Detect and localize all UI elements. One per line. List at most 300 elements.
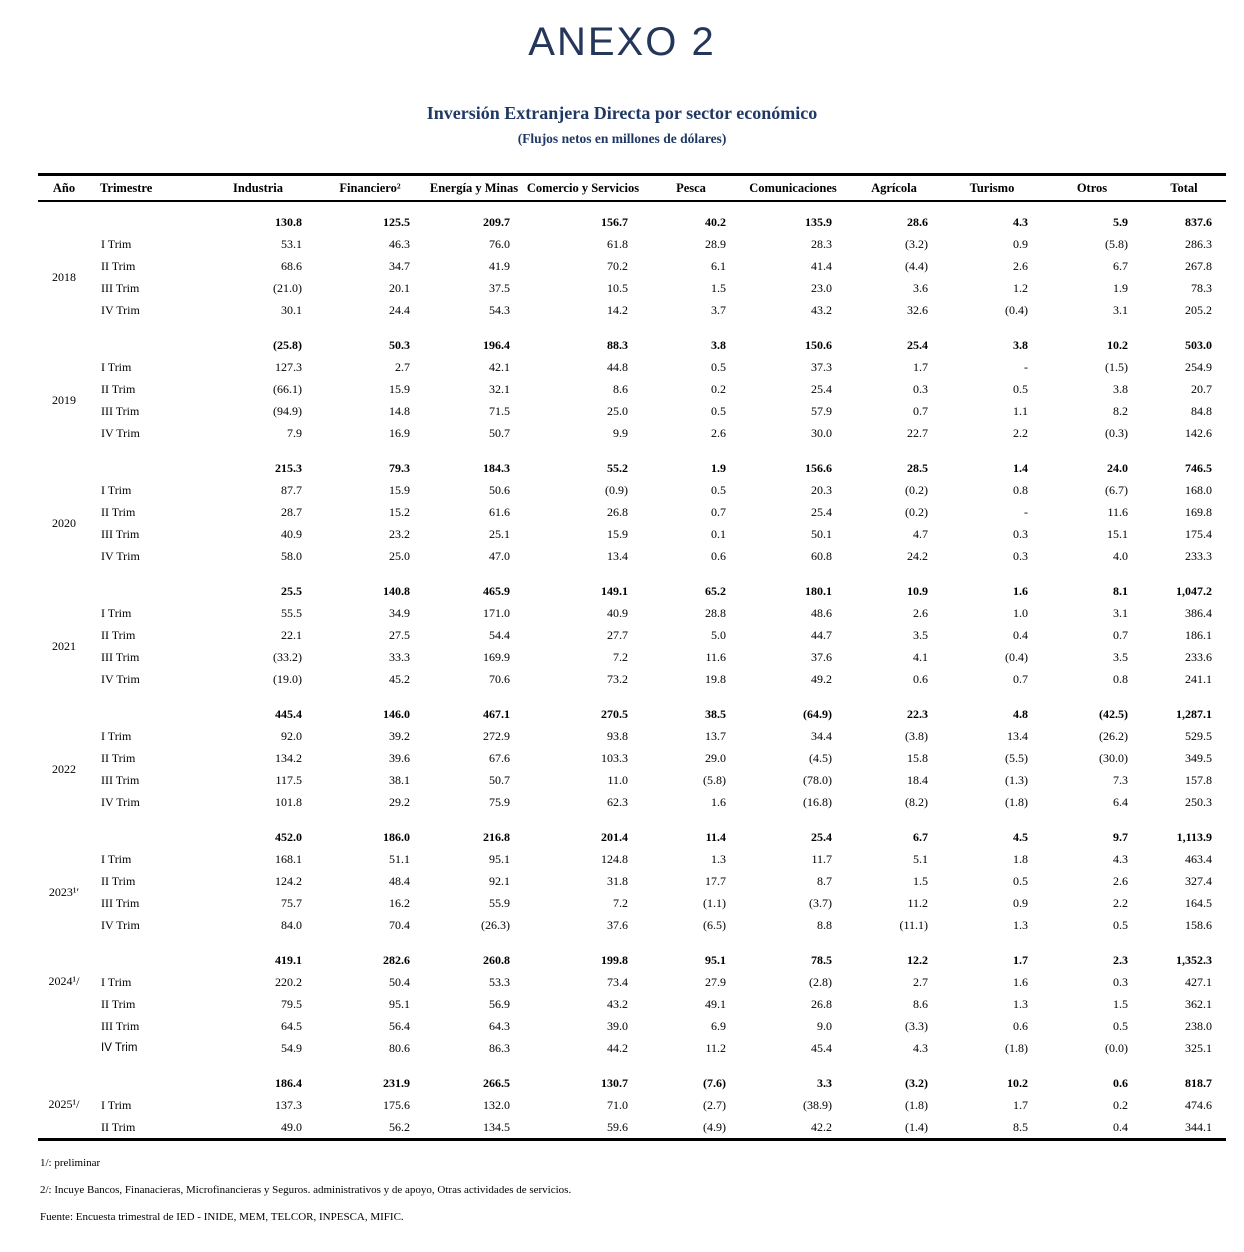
value-cell: 61.8 <box>607 236 628 251</box>
value-cell: (0.3) <box>1105 425 1128 440</box>
annual-value-cell: 4.8 <box>1013 706 1028 721</box>
value-cell: 529.5 <box>1185 728 1212 743</box>
annual-value-cell: 65.2 <box>705 583 726 598</box>
quarter-row <box>38 545 1226 567</box>
value-cell: (38.9) <box>803 1097 832 1112</box>
quarter-label: II Trim <box>101 504 136 519</box>
trim-cell-empty <box>90 1072 200 1094</box>
value-cell: (11.1) <box>899 917 928 932</box>
year-cell-empty <box>38 1072 90 1094</box>
value-cell: 8.7 <box>817 873 832 888</box>
value-cell: 10.5 <box>607 280 628 295</box>
quarter-row <box>38 1037 1226 1059</box>
value-cell: 67.6 <box>489 750 510 765</box>
value-cell: 134.2 <box>275 750 302 765</box>
value-cell: 168.1 <box>275 851 302 866</box>
value-cell: 0.5 <box>1013 381 1028 396</box>
value-cell: 56.4 <box>389 1018 410 1033</box>
value-cell: (4.4) <box>905 258 928 273</box>
value-cell: 463.4 <box>1185 851 1212 866</box>
value-cell: 2.7 <box>913 974 928 989</box>
value-cell: 37.6 <box>811 649 832 664</box>
annual-value-cell: 837.6 <box>1185 214 1212 229</box>
quarter-label: IV Trim <box>101 1042 138 1054</box>
value-cell: 23.0 <box>811 280 832 295</box>
value-cell: 171.0 <box>483 605 510 620</box>
value-cell: 70.2 <box>607 258 628 273</box>
value-cell: 56.2 <box>389 1119 410 1134</box>
value-cell: 39.2 <box>389 728 410 743</box>
spacer-cell <box>38 813 1226 826</box>
year-cell-empty <box>38 703 90 725</box>
value-cell: 286.3 <box>1185 236 1212 251</box>
annual-value-cell: 2.3 <box>1113 952 1128 967</box>
annual-value-cell: 266.5 <box>483 1075 510 1090</box>
value-cell: 44.2 <box>607 1040 628 1055</box>
quarter-row <box>38 971 1226 993</box>
value-cell: 1.3 <box>711 851 726 866</box>
value-cell: (0.4) <box>1005 649 1028 664</box>
value-cell: 95.1 <box>489 851 510 866</box>
year-block <box>38 321 1226 444</box>
value-cell: 11.7 <box>811 851 832 866</box>
footnote-financiero: 2/: Incuye Bancos, Finanacieras, Microfinancieras y Seguros. administrativos y de apoyo, Otras actividades de servicios. <box>40 1184 572 1196</box>
year-cell-empty <box>38 211 90 233</box>
year-label: 2018 <box>52 269 76 284</box>
annual-value-cell: 1,047.2 <box>1176 583 1212 598</box>
ied-by-sector-table <box>38 173 1226 1141</box>
value-cell: 124.8 <box>601 851 628 866</box>
value-cell: 3.6 <box>913 280 928 295</box>
value-cell: 142.6 <box>1185 425 1212 440</box>
value-cell: 325.1 <box>1185 1040 1212 1055</box>
value-cell: 0.7 <box>1013 671 1028 686</box>
value-cell: 25.0 <box>607 403 628 418</box>
value-cell: 27.5 <box>389 627 410 642</box>
value-cell: 6.1 <box>711 258 726 273</box>
value-cell: 22.7 <box>907 425 928 440</box>
value-cell: (1.8) <box>905 1097 928 1112</box>
quarter-row <box>38 299 1226 321</box>
value-cell: 132.0 <box>483 1097 510 1112</box>
value-cell: 49.0 <box>281 1119 302 1134</box>
annual-value-cell: 1.9 <box>711 460 726 475</box>
annual-value-cell: 419.1 <box>275 952 302 967</box>
value-cell: 1.9 <box>1113 280 1128 295</box>
value-cell: 0.3 <box>1113 974 1128 989</box>
value-cell: (94.9) <box>273 403 302 418</box>
annual-value-cell: 186.0 <box>383 829 410 844</box>
quarter-row <box>38 356 1226 378</box>
value-cell: 2.6 <box>1013 258 1028 273</box>
value-cell: 15.9 <box>389 381 410 396</box>
value-cell: 2.2 <box>1113 895 1128 910</box>
value-cell: 70.6 <box>489 671 510 686</box>
value-cell: 32.6 <box>907 302 928 317</box>
annual-value-cell: 149.1 <box>601 583 628 598</box>
value-cell: 267.8 <box>1185 258 1212 273</box>
value-cell: 15.2 <box>389 504 410 519</box>
value-cell: 28.9 <box>705 236 726 251</box>
annual-value-cell: 215.3 <box>275 460 302 475</box>
value-cell: 0.7 <box>1113 627 1128 642</box>
value-cell: 0.6 <box>913 671 928 686</box>
value-cell: 24.4 <box>389 302 410 317</box>
spacer-cell <box>38 444 1226 457</box>
value-cell: 28.8 <box>705 605 726 620</box>
quarter-label: I Trim <box>101 236 132 251</box>
trim-cell-empty <box>90 457 200 479</box>
value-cell: 168.0 <box>1185 482 1212 497</box>
value-cell: (66.1) <box>273 381 302 396</box>
value-cell: 46.3 <box>389 236 410 251</box>
annual-value-cell: 1,113.9 <box>1176 829 1212 844</box>
annual-value-cell: 5.9 <box>1113 214 1128 229</box>
value-cell: 7.2 <box>613 649 628 664</box>
value-cell: 73.2 <box>607 671 628 686</box>
annual-total-row <box>38 580 1226 602</box>
value-cell: (0.2) <box>905 504 928 519</box>
value-cell: 1.1 <box>1013 403 1028 418</box>
value-cell: 0.2 <box>711 381 726 396</box>
annual-value-cell: 818.7 <box>1185 1075 1212 1090</box>
quarter-row <box>38 1116 1226 1140</box>
value-cell: 14.8 <box>389 403 410 418</box>
annual-value-cell: 1,287.1 <box>1176 706 1212 721</box>
value-cell: 474.6 <box>1185 1097 1212 1112</box>
annual-value-cell: 11.4 <box>705 829 726 844</box>
year-cell-empty <box>38 949 90 971</box>
value-cell: 250.3 <box>1185 794 1212 809</box>
annual-total-row <box>38 826 1226 848</box>
value-cell: 0.5 <box>1113 917 1128 932</box>
value-cell: 37.5 <box>489 280 510 295</box>
value-cell: 92.0 <box>281 728 302 743</box>
value-cell: 8.6 <box>913 996 928 1011</box>
value-cell: (3.8) <box>905 728 928 743</box>
year-label: 2021 <box>52 638 76 653</box>
col-header-3: Financiero² <box>339 181 401 195</box>
value-cell: 241.1 <box>1185 671 1212 686</box>
value-cell: 15.1 <box>1107 526 1128 541</box>
value-cell: 84.0 <box>281 917 302 932</box>
spacer-cell <box>38 936 1226 949</box>
value-cell: 95.1 <box>389 996 410 1011</box>
value-cell: 20.3 <box>811 482 832 497</box>
value-cell: 40.9 <box>281 526 302 541</box>
value-cell: 71.5 <box>489 403 510 418</box>
value-cell: (5.8) <box>1105 236 1128 251</box>
trim-cell-empty <box>90 826 200 848</box>
value-cell: 47.0 <box>489 548 510 563</box>
value-cell: 3.1 <box>1113 605 1128 620</box>
value-cell: 169.9 <box>483 649 510 664</box>
value-cell: 238.0 <box>1185 1018 1212 1033</box>
value-cell: (0.0) <box>1105 1040 1128 1055</box>
trim-cell-empty <box>90 211 200 233</box>
quarter-row <box>38 747 1226 769</box>
value-cell: 59.6 <box>607 1119 628 1134</box>
footnotes <box>40 1157 1244 1223</box>
value-cell: 362.1 <box>1185 996 1212 1011</box>
quarter-row <box>38 277 1226 299</box>
quarter-row <box>38 523 1226 545</box>
value-cell: 6.7 <box>1113 258 1128 273</box>
annual-value-cell: 467.1 <box>483 706 510 721</box>
value-cell: (2.8) <box>809 974 832 989</box>
quarter-label: III Trim <box>101 280 140 295</box>
annual-value-cell: 10.9 <box>907 583 928 598</box>
value-cell: (1.1) <box>703 895 726 910</box>
value-cell: 6.9 <box>711 1018 726 1033</box>
annual-value-cell: 10.2 <box>1007 1075 1028 1090</box>
value-cell: 1.0 <box>1013 605 1028 620</box>
value-cell: 19.8 <box>705 671 726 686</box>
value-cell: 2.2 <box>1013 425 1028 440</box>
quarter-row <box>38 1015 1226 1037</box>
value-cell: 11.6 <box>1107 504 1128 519</box>
value-cell: (16.8) <box>803 794 832 809</box>
annual-value-cell: 209.7 <box>483 214 510 229</box>
quarter-row <box>38 400 1226 422</box>
block-spacer <box>38 444 1226 457</box>
value-cell: 117.5 <box>275 772 302 787</box>
annual-value-cell: 140.8 <box>383 583 410 598</box>
value-cell: 0.7 <box>913 403 928 418</box>
annual-value-cell: 452.0 <box>275 829 302 844</box>
quarter-row <box>38 624 1226 646</box>
value-cell: 20.1 <box>389 280 410 295</box>
value-cell: 25.1 <box>489 526 510 541</box>
value-cell: (3.2) <box>905 236 928 251</box>
value-cell: 272.9 <box>483 728 510 743</box>
value-cell: 0.8 <box>1113 671 1128 686</box>
trim-cell-empty <box>90 949 200 971</box>
value-cell: 44.7 <box>811 627 832 642</box>
quarter-label: I Trim <box>101 359 132 374</box>
col-header-11: Total <box>1170 181 1198 195</box>
quarter-row <box>38 646 1226 668</box>
value-cell: 0.1 <box>711 526 726 541</box>
annual-value-cell: (25.8) <box>273 337 302 352</box>
spacer-cell <box>38 690 1226 703</box>
value-cell: 27.9 <box>705 974 726 989</box>
annual-value-cell: 3.8 <box>1013 337 1028 352</box>
value-cell: 18.4 <box>907 772 928 787</box>
quarter-label: II Trim <box>101 750 136 765</box>
value-cell: 54.9 <box>281 1040 302 1055</box>
annual-value-cell: 186.4 <box>275 1075 302 1090</box>
annual-value-cell: 125.5 <box>383 214 410 229</box>
annual-value-cell: 196.4 <box>483 337 510 352</box>
value-cell: 61.6 <box>489 504 510 519</box>
value-cell: 4.1 <box>913 649 928 664</box>
value-cell: 28.3 <box>811 236 832 251</box>
annual-total-row <box>38 703 1226 725</box>
annual-value-cell: 199.8 <box>601 952 628 967</box>
value-cell: 0.4 <box>1113 1119 1128 1134</box>
value-cell: 3.1 <box>1113 302 1128 317</box>
col-header-9: Turismo <box>969 181 1015 195</box>
value-cell: 54.3 <box>489 302 510 317</box>
value-cell: 60.8 <box>811 548 832 563</box>
value-cell: 4.3 <box>1113 851 1128 866</box>
value-cell: 0.9 <box>1013 895 1028 910</box>
value-cell: - <box>1024 504 1028 519</box>
annual-value-cell: 130.8 <box>275 214 302 229</box>
value-cell: 7.9 <box>287 425 302 440</box>
annual-value-cell: 503.0 <box>1185 337 1212 352</box>
value-cell: 205.2 <box>1185 302 1212 317</box>
value-cell: (19.0) <box>273 671 302 686</box>
spacer-cell <box>38 201 1226 211</box>
value-cell: 349.5 <box>1185 750 1212 765</box>
annual-value-cell: 270.5 <box>601 706 628 721</box>
annual-value-cell: 25.4 <box>907 337 928 352</box>
value-cell: (33.2) <box>273 649 302 664</box>
value-cell: (26.3) <box>481 917 510 932</box>
value-cell: 50.7 <box>489 425 510 440</box>
annual-value-cell: 201.4 <box>601 829 628 844</box>
annual-value-cell: 130.7 <box>601 1075 628 1090</box>
value-cell: (4.5) <box>809 750 832 765</box>
value-cell: - <box>1024 359 1028 374</box>
quarter-label: IV Trim <box>101 917 140 932</box>
quarter-label: II Trim <box>101 1119 136 1134</box>
spacer-cell <box>38 1059 1226 1072</box>
year-block <box>38 1059 1226 1140</box>
annual-value-cell: 1.4 <box>1013 460 1028 475</box>
value-cell: 51.1 <box>389 851 410 866</box>
value-cell: 27.7 <box>607 627 628 642</box>
value-cell: 344.1 <box>1185 1119 1212 1134</box>
value-cell: 76.0 <box>489 236 510 251</box>
quarter-label: II Trim <box>101 258 136 273</box>
annual-total-row <box>38 211 1226 233</box>
value-cell: 26.8 <box>811 996 832 1011</box>
value-cell: 1.5 <box>913 873 928 888</box>
quarter-label: I Trim <box>101 851 132 866</box>
annual-value-cell: 180.1 <box>805 583 832 598</box>
quarter-row <box>38 892 1226 914</box>
value-cell: 26.8 <box>607 504 628 519</box>
annual-value-cell: 231.9 <box>383 1075 410 1090</box>
value-cell: 0.3 <box>913 381 928 396</box>
annual-value-cell: (42.5) <box>1099 706 1128 721</box>
value-cell: 43.2 <box>607 996 628 1011</box>
year-label: 2019 <box>52 392 76 407</box>
year-block <box>38 813 1226 936</box>
value-cell: (30.0) <box>1099 750 1128 765</box>
value-cell: 4.0 <box>1113 548 1128 563</box>
trim-cell-empty <box>90 334 200 356</box>
value-cell: 157.8 <box>1185 772 1212 787</box>
quarter-row <box>38 914 1226 936</box>
annual-value-cell: 8.1 <box>1113 583 1128 598</box>
value-cell: (5.8) <box>703 772 726 787</box>
annual-total-row <box>38 334 1226 356</box>
value-cell: 1.5 <box>1113 996 1128 1011</box>
value-cell: 40.9 <box>607 605 628 620</box>
value-cell: 233.6 <box>1185 649 1212 664</box>
value-cell: 45.4 <box>811 1040 832 1055</box>
quarter-label: III Trim <box>101 526 140 541</box>
quarter-label: II Trim <box>101 873 136 888</box>
annual-value-cell: 465.9 <box>483 583 510 598</box>
value-cell: 254.9 <box>1185 359 1212 374</box>
quarter-label: II Trim <box>101 996 136 1011</box>
block-spacer <box>38 321 1226 334</box>
value-cell: 1.7 <box>1013 1097 1028 1112</box>
value-cell: 0.3 <box>1013 526 1028 541</box>
quarter-row <box>38 233 1226 255</box>
year-cell-empty <box>38 457 90 479</box>
annual-value-cell: 6.7 <box>913 829 928 844</box>
year-block <box>38 690 1226 813</box>
footnote-preliminar: 1/: preliminar <box>40 1157 101 1169</box>
value-cell: 0.6 <box>711 548 726 563</box>
annual-value-cell: (3.2) <box>905 1075 928 1090</box>
year-label: 2022 <box>52 761 76 776</box>
value-cell: 49.2 <box>811 671 832 686</box>
value-cell: (1.3) <box>1005 772 1028 787</box>
block-spacer <box>38 690 1226 703</box>
block-spacer <box>38 936 1226 949</box>
value-cell: 0.5 <box>1013 873 1028 888</box>
year-block <box>38 201 1226 321</box>
quarter-label: III Trim <box>101 649 140 664</box>
value-cell: 233.3 <box>1185 548 1212 563</box>
value-cell: 24.2 <box>907 548 928 563</box>
annual-value-cell: 88.3 <box>607 337 628 352</box>
document-title: ANEXO 2 <box>528 20 716 64</box>
value-cell: 220.2 <box>275 974 302 989</box>
value-cell: 1.8 <box>1013 851 1028 866</box>
value-cell: 1.2 <box>1013 280 1028 295</box>
value-cell: 54.4 <box>489 627 510 642</box>
quarter-label: IV Trim <box>101 794 140 809</box>
value-cell: 127.3 <box>275 359 302 374</box>
value-cell: 64.5 <box>281 1018 302 1033</box>
value-cell: 11.0 <box>607 772 628 787</box>
value-cell: 3.5 <box>1113 649 1128 664</box>
quarter-label: II Trim <box>101 381 136 396</box>
quarter-row <box>38 501 1226 523</box>
value-cell: 49.1 <box>705 996 726 1011</box>
value-cell: (1.5) <box>1105 359 1128 374</box>
value-cell: 124.2 <box>275 873 302 888</box>
value-cell: 0.3 <box>1013 548 1028 563</box>
value-cell: 62.3 <box>607 794 628 809</box>
annual-value-cell: 40.2 <box>705 214 726 229</box>
annual-value-cell: 25.4 <box>811 829 832 844</box>
value-cell: 14.2 <box>607 302 628 317</box>
value-cell: 44.8 <box>607 359 628 374</box>
annual-value-cell: 135.9 <box>805 214 832 229</box>
value-cell: 427.1 <box>1185 974 1212 989</box>
value-cell: 11.2 <box>907 895 928 910</box>
footnote-fuente: Fuente: Encuesta trimestral de IED - INIDE, MEM, TELCOR, INPESCA, MIFIC. <box>40 1211 404 1223</box>
value-cell: 9.0 <box>817 1018 832 1033</box>
block-spacer <box>38 813 1226 826</box>
value-cell: (21.0) <box>273 280 302 295</box>
col-header-2: Industria <box>232 181 284 195</box>
value-cell: 56.9 <box>489 996 510 1011</box>
value-cell: 75.9 <box>489 794 510 809</box>
value-cell: (6.5) <box>703 917 726 932</box>
annual-value-cell: 22.3 <box>907 706 928 721</box>
value-cell: 0.2 <box>1113 1097 1128 1112</box>
